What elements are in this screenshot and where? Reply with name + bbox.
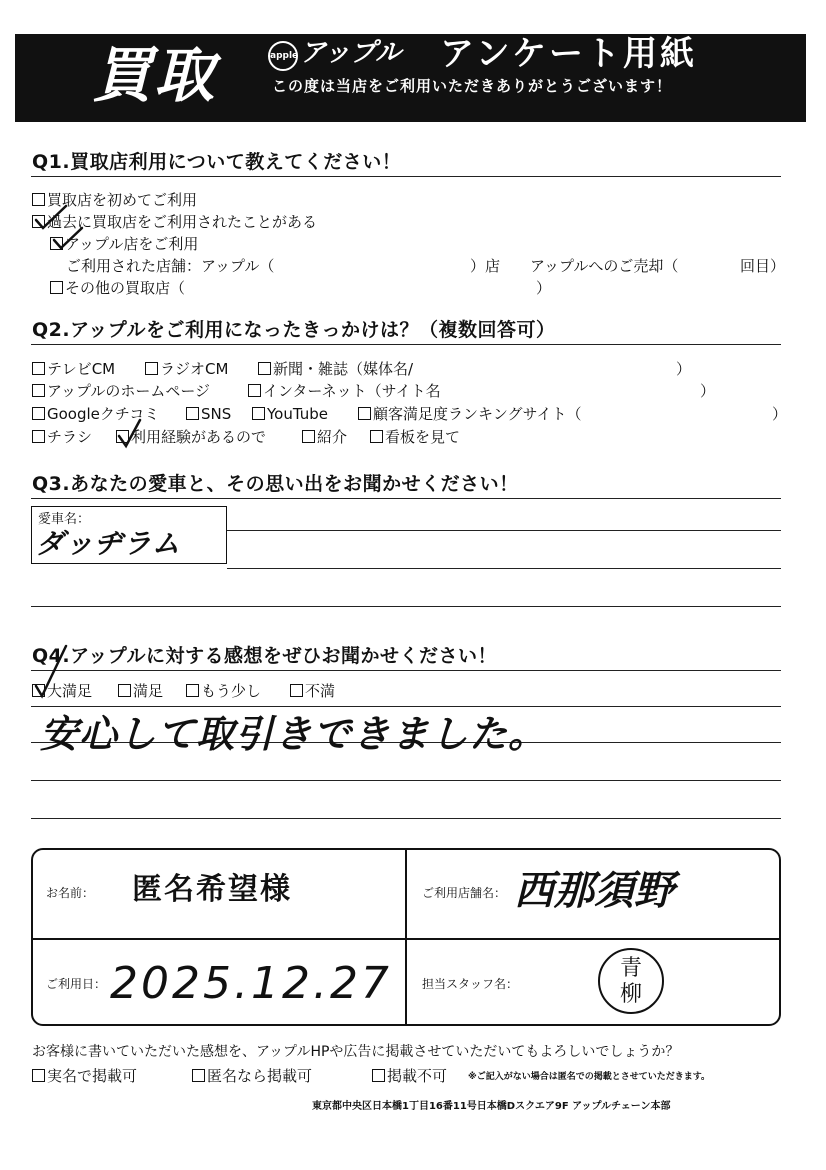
staff-seal-stamp [598, 948, 664, 1014]
car-name-label: 愛車名： [38, 512, 91, 527]
checkbox[interactable] [118, 684, 131, 697]
checkbox[interactable] [258, 362, 271, 375]
option-label: 大満足 [47, 682, 93, 700]
form-title: アンケート用紙 [440, 34, 697, 74]
q2-option-homepage[interactable] [32, 381, 210, 401]
consent-anonymous[interactable] [192, 1066, 312, 1086]
checkbox[interactable] [372, 1069, 385, 1082]
q2-option-sns[interactable] [186, 404, 231, 424]
q3-line [227, 530, 781, 531]
q2-option-flyer[interactable] [32, 427, 92, 447]
q3-line [227, 568, 781, 569]
option-label: アップル店をご利用 [65, 235, 199, 253]
q2-experience-checkmark [114, 418, 146, 450]
name-value: 匿名希望様 [132, 872, 292, 907]
q4-underline [31, 670, 781, 671]
option-label: 満足 [133, 682, 164, 700]
panel-divider-horizontal [32, 938, 780, 940]
stamp-char-bottom: 柳 [619, 982, 642, 1007]
q3-title: Q3.あなたの愛車と、その思い出をお聞かせください！ [32, 473, 519, 495]
checkbox[interactable] [192, 1069, 205, 1082]
option-label: ラジオCM [160, 360, 229, 378]
checkbox[interactable] [145, 362, 158, 375]
checkbox[interactable] [32, 362, 45, 375]
q2-option-signboard[interactable] [370, 427, 460, 447]
q2-newspaper-close: ） [676, 360, 692, 378]
checkbox[interactable] [32, 384, 45, 397]
header-subtitle: この度は当店をご利用いただきありがとうございます！ [272, 77, 673, 95]
option-label: 実名で掲載可 [47, 1067, 138, 1085]
consent-question: お客様に書いていただいた感想を、アップルHPや広告に掲載させていただいてもよろしいでしょうか？ [32, 1044, 680, 1060]
q2-option-ranking[interactable] [358, 404, 582, 424]
checkbox[interactable] [358, 407, 371, 420]
header-kaitori: 買取 [92, 41, 216, 111]
q1-other-close: ） [536, 279, 552, 297]
option-label: 利用経験があるので [131, 428, 267, 446]
q1-count-suffix: 回目） [740, 257, 786, 275]
brand-logo-text: アップル [300, 38, 402, 68]
q3-line [31, 606, 781, 607]
date-label: ご利用日： [46, 977, 107, 991]
name-label: お名前： [46, 886, 95, 900]
date-value-handwritten: 2025.12.27 [110, 958, 392, 1009]
q2-ranking-close: ） [772, 405, 788, 423]
consent-not-allowed[interactable] [372, 1066, 447, 1086]
option-label: 匿名なら掲載可 [207, 1067, 313, 1085]
staff-label: 担当スタッフ名： [422, 977, 519, 991]
checkbox[interactable] [186, 684, 199, 697]
option-label: 紹介 [317, 428, 348, 446]
q4-line [31, 780, 781, 781]
option-label: アップルのホームページ [47, 382, 211, 400]
q2-option-referral[interactable] [302, 427, 347, 447]
q2-option-tvcm[interactable] [32, 359, 115, 379]
q2-underline [31, 344, 781, 345]
option-label: 顧客満足度ランキングサイト（ [373, 405, 582, 423]
checkbox[interactable] [252, 407, 265, 420]
q4-title: Q4.アップルに対する感想をぜひお聞かせください！ [32, 645, 498, 667]
option-label: テレビCM [47, 360, 116, 378]
q1-apple-checkmark [48, 226, 88, 256]
checkbox[interactable] [50, 281, 63, 294]
option-label: 看板を見て [385, 428, 461, 446]
option-label: Googleクチコミ [47, 405, 160, 423]
option-label: 不満 [305, 682, 336, 700]
checkbox[interactable] [32, 1069, 45, 1082]
q2-title: Q2.アップルをご利用になったきっかけは？（複数回答可） [32, 319, 556, 341]
consent-note: ※ご記入がない場合は匿名での掲載とさせていただきます。 [468, 1072, 711, 1082]
q2-option-youtube[interactable] [252, 404, 328, 424]
consent-real-name[interactable] [32, 1066, 137, 1086]
store-label: ご利用店舗名： [422, 886, 507, 900]
q1-underline [31, 176, 781, 177]
option-label: インターネット（サイト名 [263, 382, 441, 400]
checkbox[interactable] [370, 430, 383, 443]
checkbox[interactable] [32, 430, 45, 443]
store-value-handwritten: 西那須野 [514, 868, 674, 914]
option-label: 新聞・雑誌（媒体名/ [273, 360, 414, 378]
q3-underline [31, 498, 781, 499]
footer-address: 東京都中央区日本橋1丁目16番11号日本橋Dスクエア9F アップルチェーン本部 [312, 1101, 671, 1112]
q2-option-internet[interactable] [248, 381, 441, 401]
car-name-handwritten: ダッヂラム [36, 527, 181, 560]
option-label: チラシ [47, 428, 93, 446]
option-label: その他の買取店（ [65, 279, 186, 297]
q2-option-newspaper[interactable] [258, 359, 413, 379]
q1-title: Q1.買取店利用について教えてください！ [32, 151, 402, 173]
q4-line [31, 818, 781, 819]
q2-internet-close: ） [700, 382, 716, 400]
stamp-char-top: 青 [619, 956, 642, 981]
option-label: 過去に買取店をご利用されたことがある [47, 213, 318, 231]
option-label: 掲載不可 [387, 1067, 448, 1085]
q1-store-prefix: ご利用された店舗：アップル（ [66, 257, 275, 275]
q4-option-dissatisfied[interactable] [290, 681, 335, 701]
apple-logo-icon: apple [268, 41, 298, 71]
option-label: もう少し [201, 682, 262, 700]
checkbox[interactable] [32, 407, 45, 420]
option-label: 買取店を初めてご利用 [47, 191, 198, 209]
q1-store-suffix: ）店 [470, 257, 501, 275]
checkbox[interactable] [186, 407, 199, 420]
q2-option-radiocm[interactable] [145, 359, 228, 379]
q4-option-satisfied[interactable] [118, 681, 163, 701]
checkbox[interactable] [290, 684, 303, 697]
checkbox[interactable] [302, 430, 315, 443]
q4-comment-handwritten: 安心して取引きできました。 [40, 712, 548, 756]
checkbox[interactable] [248, 384, 261, 397]
option-label: YouTube [267, 405, 328, 423]
q1-option-other[interactable] [50, 278, 185, 298]
q1-count-prefix: アップルへのご売却（ [530, 257, 679, 275]
q4-line [31, 706, 781, 707]
panel-divider-vertical [405, 849, 407, 1025]
q4-very-satisfied-checkmark [30, 640, 70, 700]
q4-option-little-more[interactable] [186, 681, 261, 701]
option-label: SNS [201, 405, 232, 423]
